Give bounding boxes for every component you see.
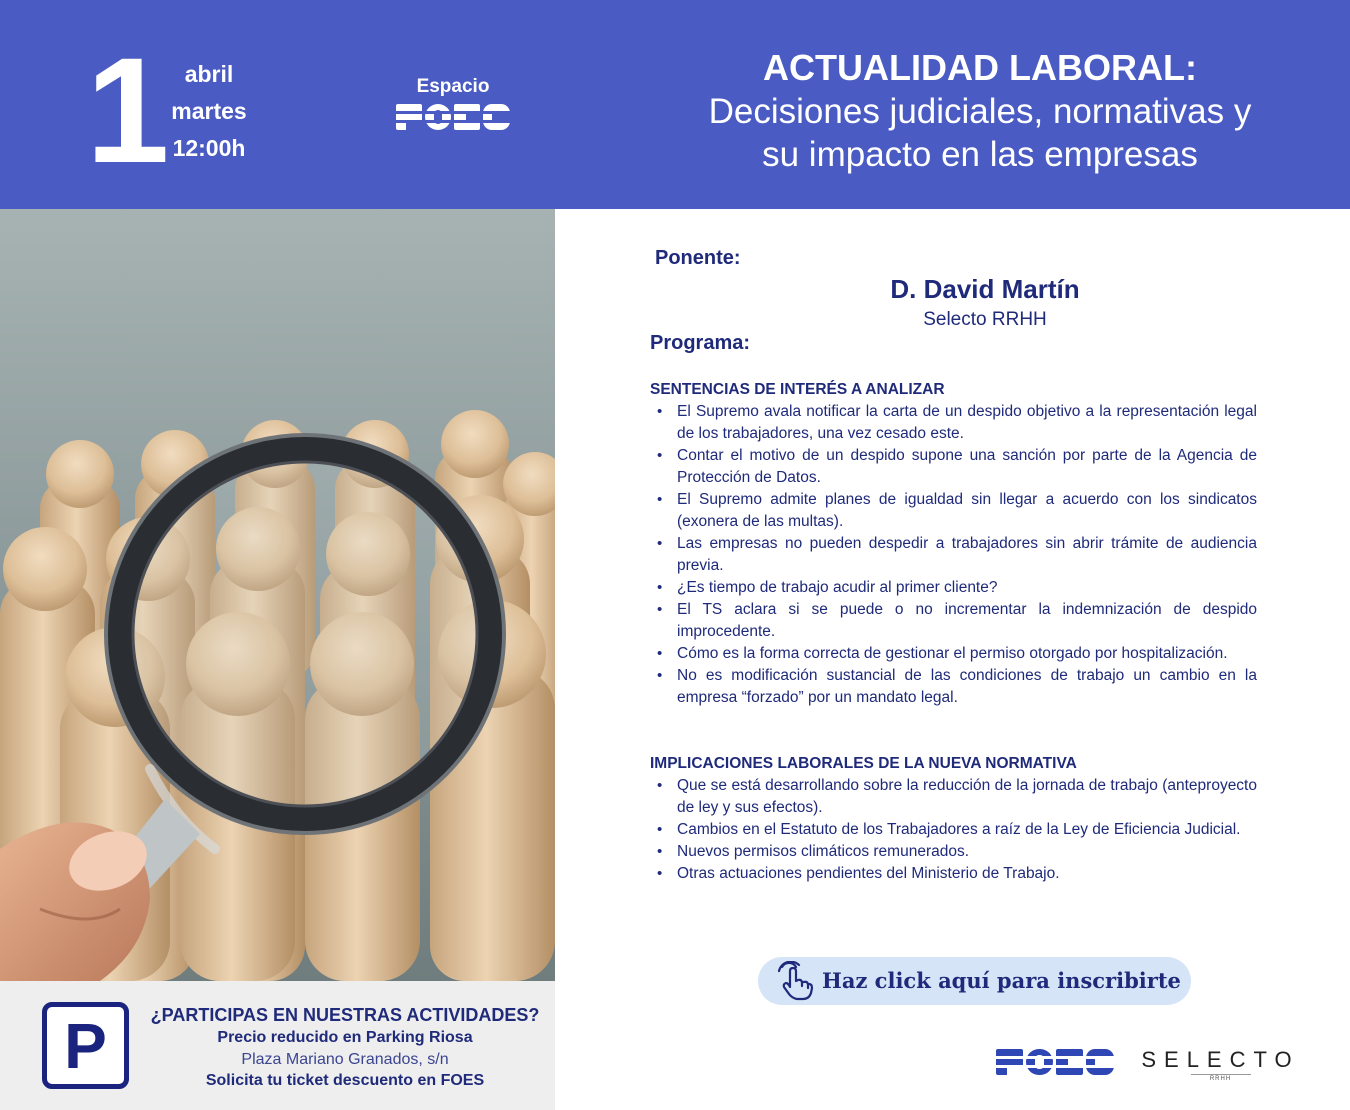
section-title: IMPLICACIONES LABORALES DE LA NUEVA NORMATIVA <box>650 755 1077 772</box>
espacio-label: Espacio <box>416 76 490 97</box>
program-section-sentencias <box>650 380 1257 709</box>
list-item: • El Supremo admite planes de igualdad sin llegar a acuerdo con los sindicatos (exonera de las multas). <box>650 489 1257 533</box>
foes-logo-icon <box>995 1047 1115 1077</box>
speaker-label: Ponente: <box>655 247 741 269</box>
list-item: • Cambios en el Estatuto de los Trabajadores a raíz de la Ley de Eficiencia Judicial. <box>650 819 1257 841</box>
event-month: abril <box>184 61 234 87</box>
program-label: Programa: <box>650 332 751 354</box>
espacio-foes-logo <box>392 74 514 132</box>
magnifier-photo <box>0 209 555 981</box>
selecto-logo <box>1133 1047 1308 1083</box>
section-list <box>650 401 1257 709</box>
speaker-name: D. David Martín <box>890 274 1080 304</box>
hand-pointer-icon <box>776 961 818 1001</box>
register-button[interactable] <box>758 957 1191 1005</box>
parking-ticket-note: Solicita tu ticket descuento en FOES <box>205 1072 485 1089</box>
event-title <box>640 46 1320 176</box>
parking-icon: P <box>42 1002 129 1089</box>
event-day: 1 <box>86 26 166 194</box>
list-item: • El TS aclara si se puede o no incrementar la indemnización de despido improcedente. <box>650 599 1257 643</box>
magnifying-glass-figures-image <box>0 209 555 981</box>
section-list <box>650 775 1257 885</box>
list-item: • ¿Es tiempo de trabajo acudir al primer cliente? <box>650 577 1257 599</box>
event-time: 12:00h <box>172 135 246 161</box>
event-header <box>0 0 1350 209</box>
foes-logo-icon <box>394 102 512 132</box>
register-button-label: Haz click aquí para inscribirte <box>822 968 1181 993</box>
program-section-normativa <box>650 754 1257 885</box>
event-weekday: martes <box>171 98 247 124</box>
list-item: • Que se está desarrollando sobre la reducción de la jornada de trabajo (anteproyecto de ley y sus efectos). <box>650 775 1257 819</box>
selecto-logo-word: SELECTO <box>1141 1047 1300 1072</box>
list-item: • Otras actuaciones pendientes del Ministerio de Trabajo. <box>650 863 1257 885</box>
selecto-logo-sub: RRHH <box>1191 1074 1251 1083</box>
list-item: • El Supremo avala notificar la carta de un despido objetivo a la representación legal de los trabajadores, una vez cesado este. <box>650 401 1257 445</box>
parking-address: Plaza Mariano Granados, s/n <box>241 1051 449 1068</box>
event-date-info <box>158 56 260 167</box>
list-item: • No es modificación sustancial de las condiciones de trabajo un cambio en la empresa “forzado” por un mandato legal. <box>650 665 1257 709</box>
section-title: SENTENCIAS DE INTERÉS A ANALIZAR <box>650 381 945 398</box>
list-item: • Contar el motivo de un despido supone una sanción por parte de la Agencia de Protección de Datos. <box>650 445 1257 489</box>
parking-info <box>0 981 555 1110</box>
event-subtitle-line2: su impacto en las empresas <box>762 135 1198 174</box>
list-item: • Las empresas no pueden despedir a trabajadores sin abrir trámite de audiencia previa. <box>650 533 1257 577</box>
parking-discount: Precio reducido en Parking Riosa <box>217 1029 473 1046</box>
event-title-main: ACTUALIDAD LABORAL: <box>763 47 1197 88</box>
event-subtitle-line1: Decisiones judiciales, normativas y <box>708 92 1252 131</box>
parking-title: ¿PARTICIPAS EN NUESTRAS ACTIVIDADES? <box>150 1005 540 1025</box>
list-item: • Cómo es la forma correcta de gestionar el permiso otorgado por hospitalización. <box>650 643 1257 665</box>
parking-text <box>140 1003 550 1091</box>
list-item: • Nuevos permisos climáticos remunerados. <box>650 841 1257 863</box>
speaker-company: Selecto RRHH <box>923 309 1047 330</box>
